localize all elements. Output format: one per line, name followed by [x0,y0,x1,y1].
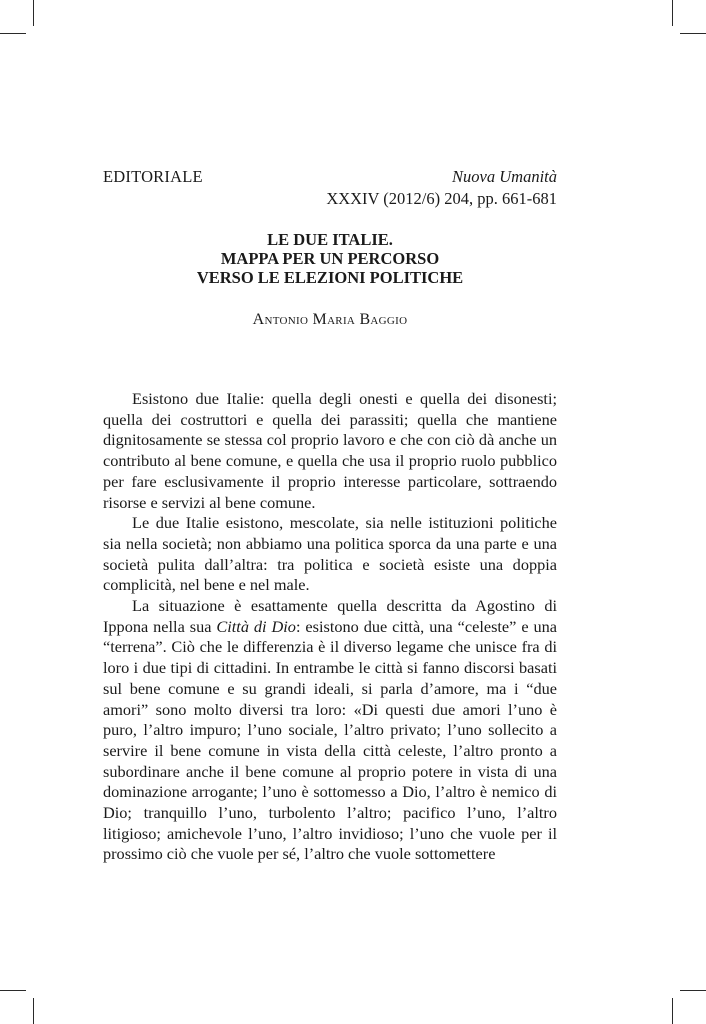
crop-mark [0,33,26,34]
crop-mark [680,33,706,34]
issue-reference: XXXIV (2012/6) 204, pp. 661-681 [326,189,557,208]
title-line: VERSO LE ELEZIONI POLITICHE [196,268,464,287]
section-label: EDITORIALE [103,167,203,186]
crop-mark [33,998,34,1024]
author-name: Antonio Maria Baggio [252,311,408,328]
paragraph: Le due Italie esistono, mescolate, sia nelle istituzioni politiche sia nella società; non abbiamo una politica sporca da una parte e una società pulita dall’altra: tra politica e società esiste una doppia complicità, nel bene e nel male. [103,513,557,595]
journal-info [326,166,557,210]
title-line: MAPPA PER UN PERCORSO [220,249,440,268]
work-title: Città di Dio [216,616,296,636]
crop-mark [672,998,673,1024]
paragraph: Esistono due Italie: quella degli onesti e quella dei disonesti; quella dei costruttori e quella dei parassiti; quella che mantiene dignitosamente se stessa col proprio lavoro e che con ciò dà anche un contributo al bene comune, e quella che usa il proprio ruolo pubblico per fare esclusivamente il proprio interesse particolare, sottraendo risorse e servizi al bene comune. [103,389,557,512]
journal-name: Nuova Umanità [452,167,557,186]
title-line: LE DUE ITALIE. [267,230,393,249]
paragraph-text: : esistono due città, una “celeste” e una “terrena”. Ciò che le differenzia è il diverso legame che unisce fra di loro i due tipi di cittadini. In entrambe le città si fanno discorsi basati sul bene comune e su grandi ideali, si parla d’amore, ma i “due amori” sono molto diversi tra loro: «Di questi due amori l’uno è puro, l’altro impuro; l’uno sociale, l’altro privato; l’uno sollecito a servire il bene comune in vista della città celeste, l’altro pronto a subordinare anche il bene comune al proprio potere in vista di una dominazione arrogante; l’uno è sottomesso a Dio, l’altro è nemico di Dio; tranquillo l’uno, turbolento l’altro; pacifico l’uno, l’altro litigioso; amichevole l’uno, l’altro invidioso; l’uno che vuole per il prossimo ciò che vuole per sé, l’altro che vuole sottomettere [103,616,558,864]
crop-mark [33,0,34,26]
paragraph-text: La situazione è esattamente quella descritta da Agostino di Ippona nella sua [103,596,557,636]
article-title [103,230,557,287]
article-body [103,389,557,865]
crop-mark [0,990,26,991]
crop-mark [672,0,673,26]
paragraph [103,596,557,865]
crop-mark [680,990,706,991]
